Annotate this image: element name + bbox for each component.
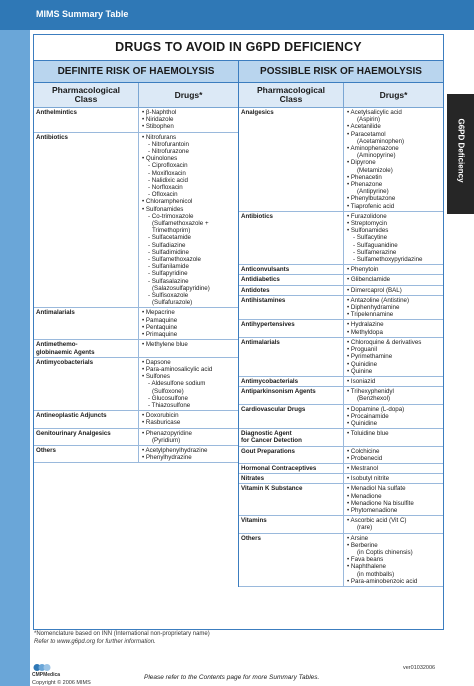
drug-item: • Rasburicase [142,419,236,426]
drug-item: • Primaquine [142,331,236,338]
version-code: ver01032006 [403,665,436,671]
drug-item: • Tiaprofenic acid [347,203,441,210]
drug-item: • Furazolidone [347,213,441,220]
drug-list [344,275,444,285]
drug-item: - Sulfanilamide [142,263,236,270]
tables-area [34,83,443,587]
drug-item: - Moxifloxacin [142,170,236,177]
drug-item: (Sulfoxone) [152,387,184,395]
drug-item: (in mothballs) [357,570,395,578]
drug-item: • Niridazole [142,116,236,123]
drug-item: • Chloramphenicol [142,198,236,205]
drug-item: • Sulfonamides [347,227,441,234]
drug-list [344,516,444,533]
drug-item: • Sulfonamides [142,206,236,213]
pharmacological-class [34,357,139,410]
drug-list [344,387,444,404]
drug-item: • Fava beans [347,556,441,563]
drug-list [344,211,444,264]
class-label: Genitourinary Analgesics [36,429,111,437]
table-row [34,132,238,308]
drug-list [344,533,444,586]
drug-list [344,484,444,516]
drugs-column-header: Drugs* [139,83,239,108]
class-label: for Cancer Detection [241,437,302,445]
table-row [239,108,443,212]
drug-list [139,308,239,340]
drug-item: • Phytomenadione [347,507,441,514]
drug-item: (Benzhexol) [357,395,391,403]
drug-item: - Nitrofurantoin [142,141,236,148]
drug-item: • Ascorbic acid (Vit C) [347,517,441,524]
class-label: Vitamins [241,517,267,525]
pharmacological-class [239,285,344,295]
class-column-header [239,83,344,108]
drug-item: (Acetaminophen) [357,137,405,145]
class-label: Cardiovascular Drugs [241,405,306,413]
class-label: Antimethemo- [36,341,78,349]
drug-list [344,404,444,429]
class-label: Hormonal Contraceptives [241,464,317,472]
pharmacological-class [34,308,139,340]
class-label: Antibiotics [36,133,68,141]
drug-list [139,411,239,428]
drug-item: - Sulfasalazine [142,278,236,285]
definite-risk-heading: DEFINITE RISK OF HAEMOLYSIS [57,66,215,77]
table-row [34,108,238,133]
table-row [34,340,238,357]
drug-list [139,428,239,445]
drug-item: - Co-trimoxazole [142,213,236,220]
pharmacological-class [239,387,344,404]
class-label: Antimalarials [241,338,280,346]
left-color-strip [0,30,30,686]
class-label: Antimalarials [36,309,75,317]
table-row [239,484,443,516]
drug-item: - Sulfaguanidine [347,242,441,249]
drug-item: • Isobutyl nitrite [347,475,441,482]
pharmacological-class [239,533,344,586]
drug-item: • Menadione Na bisulfite [347,500,441,507]
drug-item: • Dopamine (L-dopa) [347,406,441,413]
drug-item: • Acetanilide [347,123,441,130]
drug-item: (Salazosulfapyridine) [152,284,210,292]
drug-item: • Chloroquine & derivatives [347,339,441,346]
drug-item: • Nitrofurans [142,134,236,141]
drug-item: (Aminopyrine) [357,152,396,160]
drug-item: • Stibophen [142,123,236,130]
drug-item: • Hydralazine [347,321,441,328]
drug-item: • Aminophenazone [347,145,441,152]
drug-item: • Pamaquine [142,317,236,324]
drug-item: - Glucosulfone [142,395,236,402]
definite-table-body [34,108,238,463]
table-row [34,308,238,340]
table-row [34,411,238,428]
drug-item: (Sulfamethoxazole + [152,220,209,228]
pharmacological-class [239,404,344,429]
drug-item: • Pentaquine [142,324,236,331]
pharmacological-class [34,428,139,445]
drug-list [139,357,239,410]
side-tab-label: G6PD Deficiency [456,118,466,183]
class-label: Antidiabetics [241,276,280,284]
class-column-header [34,83,139,108]
table-row [239,320,443,337]
class-header-line: Class [74,94,98,104]
drug-item: - Sulfacetamide [142,234,236,241]
possible-risk-table [238,83,443,587]
pharmacological-class [239,320,344,337]
drug-item: • Antazoline (Antistine) [347,297,441,304]
drug-item: • Toluidine blue [347,430,441,437]
definite-column-headers [34,83,238,108]
drug-list [344,285,444,295]
class-label: globinaemic Agents [36,348,95,356]
drug-item: • Para-aminobenzoic acid [347,578,441,585]
drug-list [344,295,444,320]
drug-item: - Aldesulfone sodium [142,380,236,387]
drug-list [344,265,444,275]
class-label: Antidotes [241,286,270,294]
drug-item: • Dimercaprol (BAL) [347,287,441,294]
class-label: Diagnostic Agent [241,430,292,438]
drug-item: • Menadione [347,493,441,500]
pharmacological-class [34,340,139,357]
drug-item: (in Coptis chinensis) [357,548,413,556]
drug-list [344,446,444,463]
drug-item: - Sulfamethoxypyridazine [347,256,441,263]
table-row [239,337,443,376]
class-label: Antineoplastic Adjuncts [36,412,107,420]
drug-item: (rare) [357,524,373,532]
drug-list [139,132,239,308]
drug-item: • Colchicine [347,448,441,455]
drug-item: - Ciprofloxacin [142,162,236,169]
drug-item: • Isoniazid [347,378,441,385]
drug-item: • Phenacetin [347,174,441,181]
class-label: Nitrates [241,475,265,483]
drug-item: • Quinidine [347,420,441,427]
possible-column-headers [239,83,443,108]
pharmacological-class [239,516,344,533]
class-label: Others [36,446,56,454]
class-label: Antimycobacterials [241,377,299,385]
table-row [239,295,443,320]
class-header-line: Pharmacological [51,85,121,95]
drug-item: - Sulfamerazine [347,249,441,256]
pharmacological-class [34,132,139,308]
table-row [239,211,443,264]
drug-item: • Phenytoin [347,266,441,273]
drug-item: • Methylene blue [142,341,236,348]
drug-item: (Sulfafurazole) [152,299,193,307]
drug-item: • Phenazone [347,181,441,188]
drug-item: • Quinine [347,368,441,375]
header-bar [0,0,474,30]
drug-item: • Acetylsalicylic acid [347,109,441,116]
possible-risk-heading: POSSIBLE RISK OF HAEMOLYSIS [238,61,443,82]
drug-item: • Procainamide [347,413,441,420]
pharmacological-class [34,108,139,133]
drug-list [344,108,444,212]
drug-list [344,376,444,386]
drug-item: - Sulfapyridine [142,270,236,277]
copyright: Copyright © 2006 MIMS [32,680,91,686]
pharmacological-class [239,474,344,484]
nomenclature-note: *Nomenclature based on INN (International non-proprietary name) [34,631,210,637]
drug-item: • Mestranol [347,465,441,472]
drug-item: • Trihexyphenidyl [347,388,441,395]
drug-item: - Norfloxacin [142,184,236,191]
drug-item: - Sulfacytine [347,234,441,241]
pharmacological-class [239,429,344,446]
table-frame [33,34,444,630]
table-row [239,376,443,386]
pharmacological-class [239,265,344,275]
drug-item: • Acetylphenylhydrazine [142,447,236,454]
drug-item: • Menadiol Na sulfate [347,485,441,492]
logo-text: CMPMedica [32,672,61,678]
drug-item: • Methyldopa [347,329,441,336]
drug-item: • Phenazopyridine [142,430,236,437]
drug-list [139,340,239,357]
class-label: Anticonvulsants [241,266,290,274]
drug-list [344,463,444,473]
risk-subheaders [34,61,443,83]
pharmacological-class [239,484,344,516]
drug-item: Trimethoprim) [152,227,191,235]
drug-item: • Dapsone [142,359,236,366]
class-label: Anthelmintics [36,109,77,116]
pharmacological-class [239,295,344,320]
pharmacological-class [239,275,344,285]
table-row [239,404,443,429]
drug-item: • Berberine [347,542,441,549]
definite-risk-table [34,83,238,587]
drug-item: • Sulfones [142,373,236,380]
drug-item: • Dipyrone [347,159,441,166]
table-row [239,446,443,463]
pharmacological-class [239,108,344,212]
drug-item: • Paracetamol [347,131,441,138]
class-label: Others [241,534,261,542]
possible-table-body [239,108,443,587]
pharmacological-class [239,376,344,386]
drug-item: (Pyridium) [152,436,181,444]
drug-item: • β-Naphthol [142,109,236,116]
class-label: Antihistamines [241,296,286,304]
drug-list [344,429,444,446]
class-label: Antihypertensives [241,321,295,329]
drug-item: (Metamizole) [357,166,393,174]
drug-item: • Para-aminosalicylic acid [142,366,236,373]
drug-list [139,108,239,133]
drug-item: • Glibenclamide [347,276,441,283]
table-row [239,474,443,484]
drug-item: - Ofloxacin [142,191,236,198]
drug-item: • Diphenhydramine [347,304,441,311]
website-note: Refer to www.g6pd.org for further information. [34,639,156,645]
drug-item: • Probenecid [347,455,441,462]
pharmacological-class [239,446,344,463]
drug-item: - Sulfamethoxazole [142,256,236,263]
table-row [34,445,238,462]
table-row [239,285,443,295]
drug-item: - Nitrofurazone [142,148,236,155]
table-row [34,357,238,410]
drug-item: (Antipyrine) [357,188,389,196]
drug-item: - Sulfadimidine [142,249,236,256]
drug-item: • Mepacrine [142,309,236,316]
drug-item: - Nalidixic acid [142,177,236,184]
pharmacological-class [239,463,344,473]
pharmacological-class [34,411,139,428]
header-title: MIMS Summary Table [36,9,129,19]
drug-item: • Quinidine [347,361,441,368]
table-row [239,275,443,285]
table-row [239,265,443,275]
side-tab[interactable] [447,94,474,214]
class-header-line: Class [279,94,303,104]
drug-item: • Tripelennamine [347,311,441,318]
table-row [239,533,443,586]
refer-note: Please refer to the Contents page for more Summary Tables. [144,674,320,681]
drug-list [344,337,444,376]
table-row [239,516,443,533]
drug-item: (Aspirin) [357,116,381,124]
drug-list [344,320,444,337]
drug-item: • Doxorubicin [142,412,236,419]
drug-list [139,445,239,462]
class-header-line: Pharmacological [256,85,326,95]
pharmacological-class [239,337,344,376]
table-row [239,429,443,446]
page [30,30,474,686]
drug-list [344,474,444,484]
drug-item: - Sulfisoxazole [142,292,236,299]
drug-item: • Naphthalene [347,563,441,570]
pharmacological-class [34,445,139,462]
drug-item: • Phenylbutazone [347,195,441,202]
drug-item: • Quinolones [142,155,236,162]
main-title: DRUGS TO AVOID IN G6PD DEFICIENCY [34,35,443,61]
class-label: Antimycobacterials [36,358,94,366]
drug-item: - Sulfadiazine [142,242,236,249]
class-label: Antibiotics [241,212,273,220]
class-label: Vitamin K Substance [241,485,303,493]
drugs-column-header: Drugs* [344,83,444,108]
drug-item: • Proguanil [347,346,441,353]
class-label: Analgesics [241,109,274,116]
table-row [34,428,238,445]
drug-item: • Arsine [347,535,441,542]
pharmacological-class [239,211,344,264]
table-row [239,463,443,473]
class-label: Gout Preparations [241,447,295,455]
drug-item: - Thiazosulfone [142,402,236,409]
table-row [239,387,443,404]
drug-item: • Phenylhydrazine [142,454,236,461]
drug-item: • Pyrimethamine [347,353,441,360]
drug-item: • Streptomycin [347,220,441,227]
cmpmedica-logo-icon [32,663,52,672]
class-label: Antiparkinsonism Agents [241,388,316,396]
